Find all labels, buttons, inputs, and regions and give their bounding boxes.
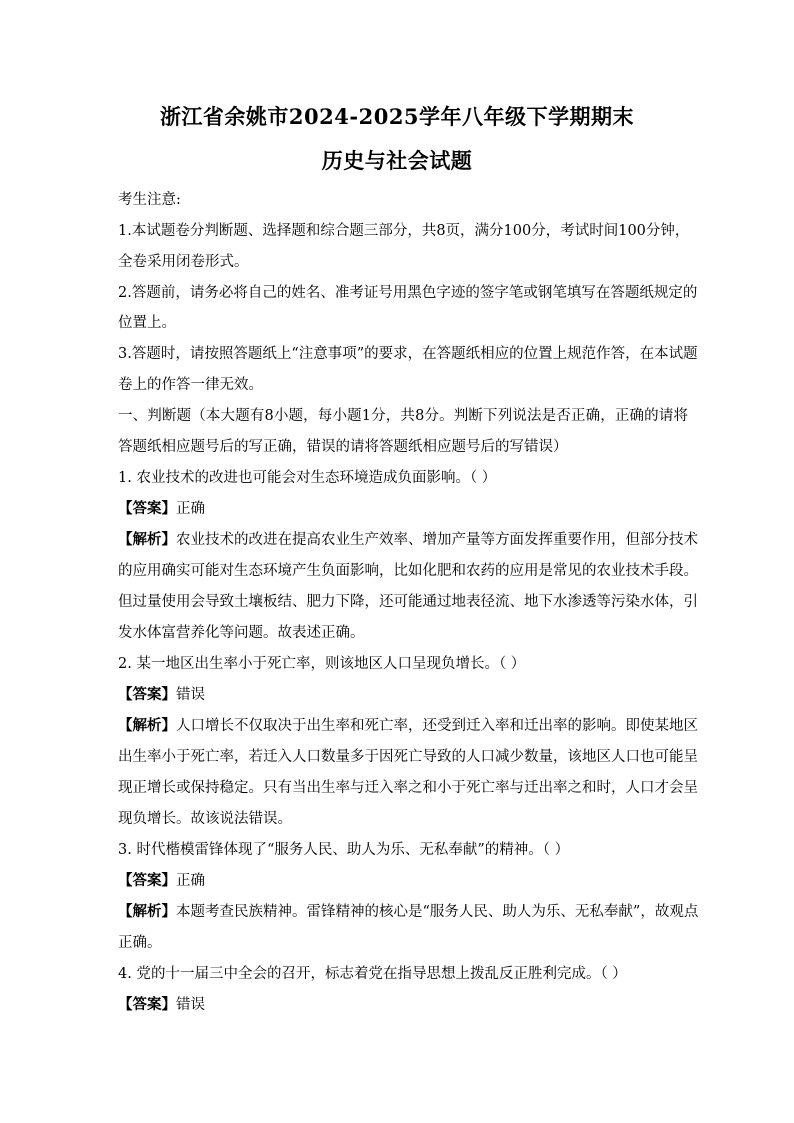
question-2-analysis-line-4: 现负增长。故该说法错误。 <box>118 811 292 827</box>
question-2-answer <box>118 685 688 705</box>
answer-tag: 【答案】 <box>118 500 176 517</box>
answer-tag: 【答案】 <box>118 686 176 703</box>
question-1-answer <box>118 499 688 519</box>
question-3-stem: 3. 时代楷模雷锋体现了“服务人民、助人为乐、无私奉献”的精神。（ ） <box>118 842 570 858</box>
notice-item-3-line-2: 卷上的作答一律无效。 <box>118 377 263 393</box>
question-1-analysis-line-1 <box>118 530 698 550</box>
analysis-text: 人口增长不仅取决于出生率和死亡率，还受到迁入率和迁出率的影响。即使某地区 <box>176 718 698 734</box>
exam-subtitle: 历史与社会试题 <box>321 148 473 173</box>
question-2-analysis-line-3: 现正增长或保持稳定。只有当出生率与迁入率之和小于死亡率与迁出率之和时，人口才会呈 <box>118 780 698 796</box>
question-3-analysis-line-2: 正确。 <box>118 935 162 951</box>
question-4-stem: 4. 党的十一届三中全会的召开，标志着党在指导思想上拨乱反正胜利完成。（ ） <box>118 966 627 982</box>
analysis-tag: 【解析】 <box>118 903 176 920</box>
question-1-analysis-line-3: 但过量使用会导致土壤板结、肥力下降，还可能通过地表径流、地下水渗透等污染水体，引 <box>118 594 698 610</box>
answer-value: 正确 <box>176 501 205 517</box>
answer-tag: 【答案】 <box>118 872 176 889</box>
answer-value: 错误 <box>176 687 205 703</box>
notice-heading: 考生注意: <box>118 192 181 208</box>
section-1-heading-line-1: 一、判断题（本大题有8小题，每小题1分，共8分。判断下列说法是否正确，正确的请将 <box>118 408 688 424</box>
answer-value: 错误 <box>176 997 205 1013</box>
question-2-analysis-line-2: 出生率小于死亡率，若迁入人口数量多于因死亡导致的人口减少数量，该地区人口也可能呈 <box>118 749 698 765</box>
question-3-analysis-line-1 <box>118 902 699 922</box>
notice-item-3-line-1: 3.答题时，请按照答题纸上“注意事项”的要求，在答题纸相应的位置上规范作答，在本试题 <box>118 346 698 362</box>
question-1-analysis-line-2: 的应用确实可能对生态环境产生负面影响，比如化肥和农药的应用是常见的农业技术手段。 <box>118 563 698 579</box>
question-2-stem: 2. 某一地区出生率小于死亡率，则该地区人口呈现负增长。（ ） <box>118 656 526 672</box>
analysis-text: 农业技术的改进在提高农业生产效率、增加产量等方面发挥重要作用，但部分技术 <box>176 532 698 548</box>
question-3-answer <box>118 871 688 891</box>
question-1-analysis-line-4: 发水体富营养化等问题。故表述正确。 <box>118 625 365 641</box>
exam-title: 浙江省余姚市2024-2025学年八年级下学期期末 <box>159 104 635 129</box>
analysis-tag: 【解析】 <box>118 531 176 548</box>
analysis-text: 本题考查民族精神。雷锋精神的核心是“服务人民、助人为乐、无私奉献”，故观点 <box>176 904 699 920</box>
question-2-analysis-line-1 <box>118 716 698 736</box>
analysis-tag: 【解析】 <box>118 717 176 734</box>
notice-item-1-line-2: 全卷采用闭卷形式。 <box>118 254 249 270</box>
notice-item-2-line-2: 位置上。 <box>118 315 176 331</box>
notice-item-2-line-1: 2.答题前，请务必将自己的姓名、准考证号用黑色字迹的签字笔或钢笔填写在答题纸规定的 <box>118 285 698 301</box>
notice-item-1-line-1: 1.本试题卷分判断题、选择题和综合题三部分，共8页，满分100分，考试时间100分钟， <box>118 223 690 239</box>
question-1-stem: 1. 农业技术的改进也可能会对生态环境造成负面影响。（ ） <box>118 470 497 486</box>
section-1-heading-line-2: 答题纸相应题号后的写正确，错误的请将答题纸相应题号后的写错误） <box>118 439 568 455</box>
answer-tag: 【答案】 <box>118 996 176 1013</box>
answer-value: 正确 <box>176 873 205 889</box>
question-4-answer <box>118 995 688 1015</box>
